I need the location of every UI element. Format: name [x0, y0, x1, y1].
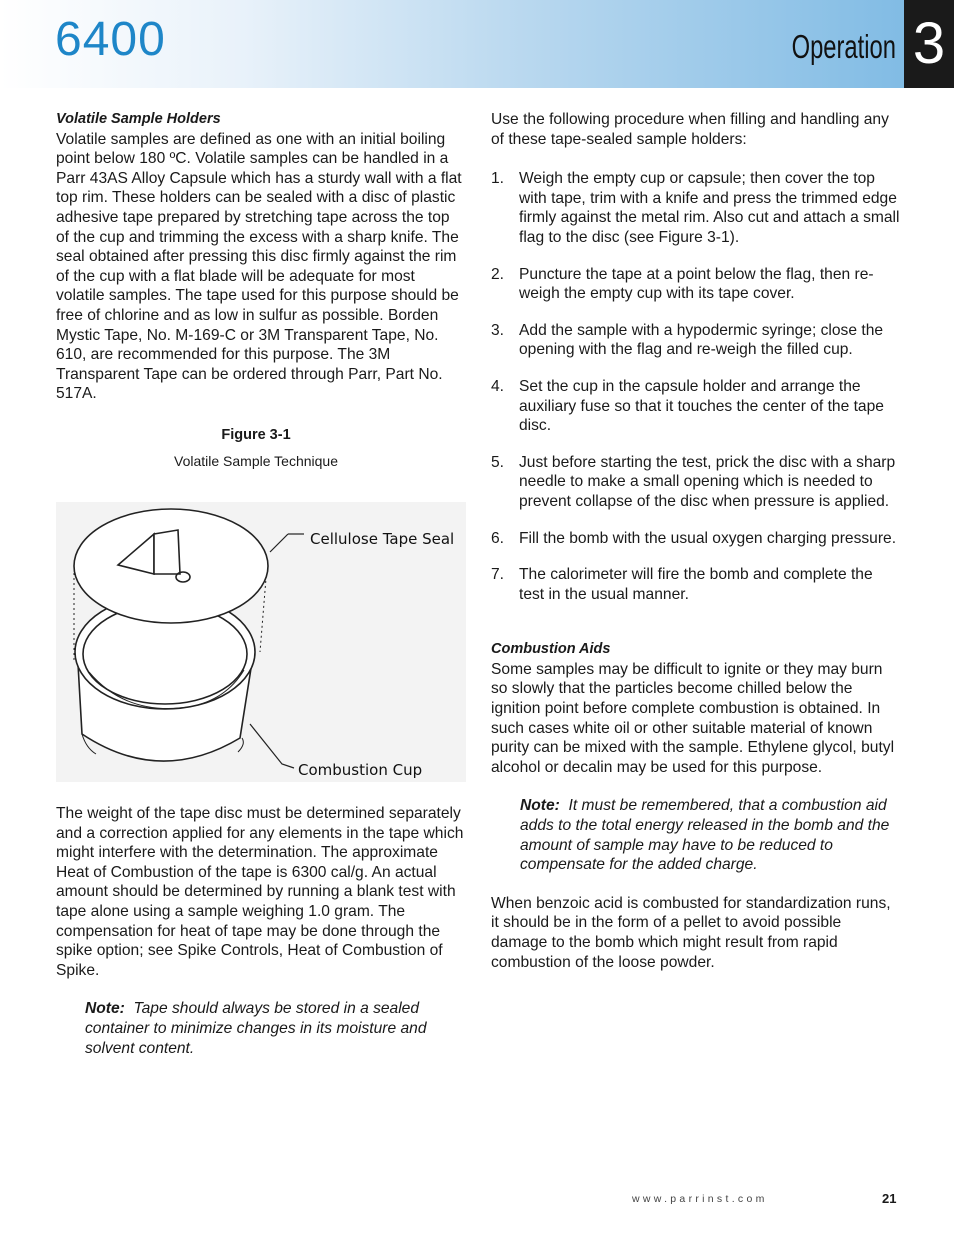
combustion-aids-paragraph: Some samples may be difficult to ignite or they may burn so slowly that the particles become chilled below the ignition point before complete combustion is obtained. In such cases white oil or other suitable material of known purity can be mixed with the sample. Ethylene glycol, butyl alcohol or decalin may be used for this purpose. [491, 660, 895, 776]
list-item: 2. Puncture the tape at a point below the flag, then re-weigh the empty cup with its tape cover. [491, 265, 874, 303]
combustion-aids-heading: Combustion Aids [491, 641, 611, 658]
volatile-holders-heading: Volatile Sample Holders [56, 111, 221, 127]
volatile-holders-paragraph: Volatile samples are defined as one with an initial boiling point below 180 ºC. Volatile samples can be handled in a Parr 43AS Alloy Capsule which has a sturdy wall with a flat top rim. These holders can be sealed with a disc of plastic adhesive tape prepared by stretching tape across the top of the cup and trimming the excess with a sharp knife. The seal obtained after pressing this disc firmly against the rim of the cup with a flat blade will be adequate for most volatile samples. The tape used for this purpose should be free of chlorine and as low in sulfur as possible. Borden Mystic Tape, No. M-169-C or 3M Transparent Tape, No. 610, are recommended for this purpose. The 3M Transparent Tape can be ordered through Parr, Part No. 517A. [56, 130, 462, 403]
procedure-intro: Use the following procedure when filling and handling any of these tape-sealed sample holders: [491, 111, 889, 148]
list-item: 3. Add the sample with a hypodermic syringe; close the opening with the flag and re-weigh the filled cup. [491, 321, 884, 359]
list-item: 1. Weigh the empty cup or capsule; then cover the top with tape, trim with a knife and press the trimmed edge firmly against the metal rim. Also cut and attach a small flag to the disc (see Figure 3-1). [491, 170, 900, 246]
left-column-lower [56, 804, 466, 1058]
callout-combustion-cup: Combustion Cup [298, 761, 423, 779]
figure-caption: Volatile Sample Technique [174, 452, 338, 469]
model-number: 6400 [55, 13, 166, 66]
list-item: 6. Fill the bomb with the usual oxygen charging pressure. [491, 529, 897, 547]
benzoic-acid-paragraph: When benzoic acid is combusted for standardization runs, it should be in the form of a pellet to avoid possible damage to the bomb which might result from rapid combustion of the loose powder. [491, 894, 891, 971]
list-item: 7. The calorimeter will fire the bomb and complete the test in the usual manner. [491, 566, 873, 603]
procedure-steps [491, 169, 901, 604]
tape-note [85, 999, 466, 1058]
note-label: Note: [520, 797, 560, 815]
page-header [0, 0, 954, 88]
figure-label: Figure 3-1 [221, 426, 291, 443]
callout-tape-seal: Cellulose Tape Seal [310, 530, 455, 548]
page-number: 21 [882, 1191, 897, 1206]
note-text: Tape should always be stored in a sealed container to minimize changes in its moisture and solvent content. [85, 1000, 427, 1057]
note-text: It must be remembered, that a combustion aid adds to the total energy released in the bomb and the amount of sample may have to be reduced to compensate for the added charge. [520, 797, 890, 874]
list-item: 5. Just before starting the test, prick the disc with a sharp needle to make a small opening which is needed to prevent collapse of the disc when pressure is applied. [491, 453, 896, 510]
tape-weight-paragraph: The weight of the tape disc must be determined separately and a correction applied for any elements in the tape which might interfere with the determination. The approximate Heat of Combustion of the tape is 6300 cal/g. An actual amount should be determined by running a blank test with tape alone using a sample weighing 1.0 gram. The compensation for heat of tape may be done through the spike option; see Spike Controls, Heat of Combustion of Spike. [56, 805, 464, 979]
cup-illustration [56, 502, 466, 782]
right-column [491, 110, 901, 972]
footer-url: www.parrinst.com [632, 1193, 768, 1205]
note-label: Note: [85, 1000, 125, 1018]
left-column [56, 110, 466, 471]
figure-volatile-sample [56, 502, 466, 782]
combustion-note [520, 796, 901, 874]
list-item: 4. Set the cup in the capsule holder and arrange the auxiliary fuse so that it touches the center of the tape disc. [491, 377, 884, 435]
chapter-number: 3 [912, 11, 946, 76]
chapter-tab [904, 0, 954, 88]
section-title: Operation [791, 28, 896, 65]
